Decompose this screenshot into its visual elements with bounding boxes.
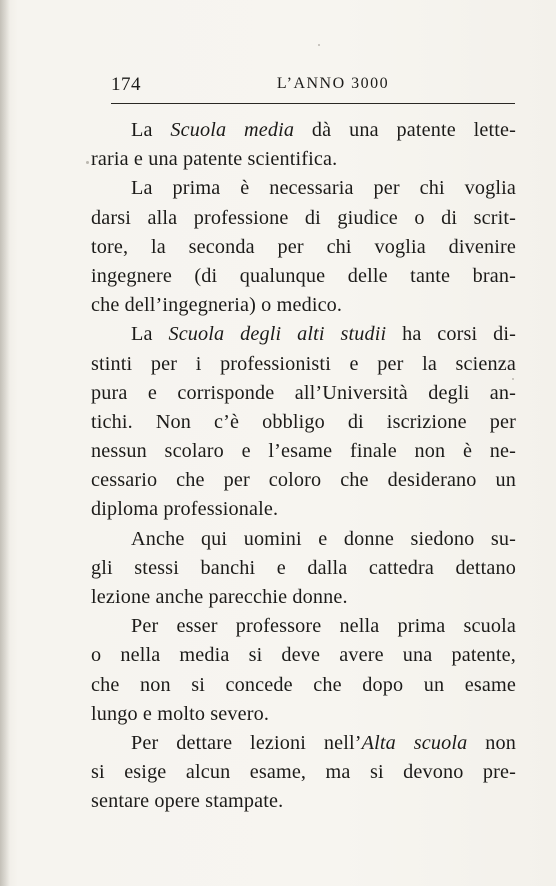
text-run: tichi. Non c’è obbligo di iscrizione per [91,410,516,433]
text-line [91,116,516,145]
text-line [91,145,516,174]
text-line [91,787,516,816]
text-run: La prima è necessaria per chi voglia [131,177,516,200]
text-line [91,291,516,320]
text-line [91,583,516,612]
text-line [91,437,516,466]
text-run: gli stessi banchi e dalla cattedra dettano [91,556,516,579]
text-line [91,174,516,203]
text-line [91,233,516,262]
italic-text: Scuola media [170,119,295,141]
body-text [91,116,516,817]
text-run: ha corsi di- [386,323,517,346]
text-run: che dell’ingegneria) o medico. [91,294,343,317]
text-run: Anche qui uomini e donne siedono su- [131,527,516,550]
text-run: nessun scolaro e l’esame finale non è ne- [91,440,516,463]
text-run: La [131,119,171,141]
text-run: non [467,731,516,754]
text-run: stinti per i professionisti e per la scienza [91,352,516,375]
text-line [91,612,516,641]
text-line [91,350,516,379]
text-line [91,671,516,700]
text-run: che non si concede che dopo un esame [91,673,516,696]
text-line [91,320,516,349]
text-run: lezione anche parecchie donne. [91,586,348,608]
text-line [91,495,516,524]
text-run: diploma professionale. [91,498,279,521]
print-speck [318,44,320,46]
header-rule [111,103,515,104]
page-gutter-shadow [0,0,10,886]
text-run: o nella media si deve avere una patente, [91,644,516,667]
text-run: Per esser professore nella prima scuola [131,615,516,638]
text-line [91,700,516,729]
text-line [91,379,516,408]
page-number: 174 [111,74,141,95]
text-run: raria e una patente scientifica. [91,148,338,171]
text-run: Per dettare lezioni nell’ [131,731,362,754]
text-line [91,729,516,758]
italic-text: Alta scuola [361,731,468,754]
text-run: sentare opere stampate. [91,790,284,813]
italic-text: Scuola degli alti studii [168,323,387,346]
text-run: tore, la seconda per chi voglia divenire [91,235,516,258]
text-line [91,408,516,437]
text-line [91,641,516,670]
text-run: dà una patente lette- [294,119,516,141]
text-line [91,758,516,787]
text-line [91,525,516,554]
text-run: si esige alcun esame, ma si devono pre- [91,761,516,784]
text-run: lungo e molto severo. [91,702,270,725]
text-line [91,204,516,233]
text-run: cessario che per coloro che desiderano un [91,469,516,492]
text-line [91,554,516,583]
print-speck [512,378,514,380]
text-run: La [131,323,169,346]
print-speck [86,161,89,164]
text-line [91,262,516,291]
text-run: darsi alla professione di giudice o di scrit- [91,206,516,229]
text-run: pura e corrisponde all’Università degli an- [91,381,516,404]
page-header [111,74,515,98]
text-run: ingegnere (di qualunque delle tante bran- [91,264,516,287]
running-title: L’ANNO 3000 [276,75,390,92]
text-line [91,466,516,495]
